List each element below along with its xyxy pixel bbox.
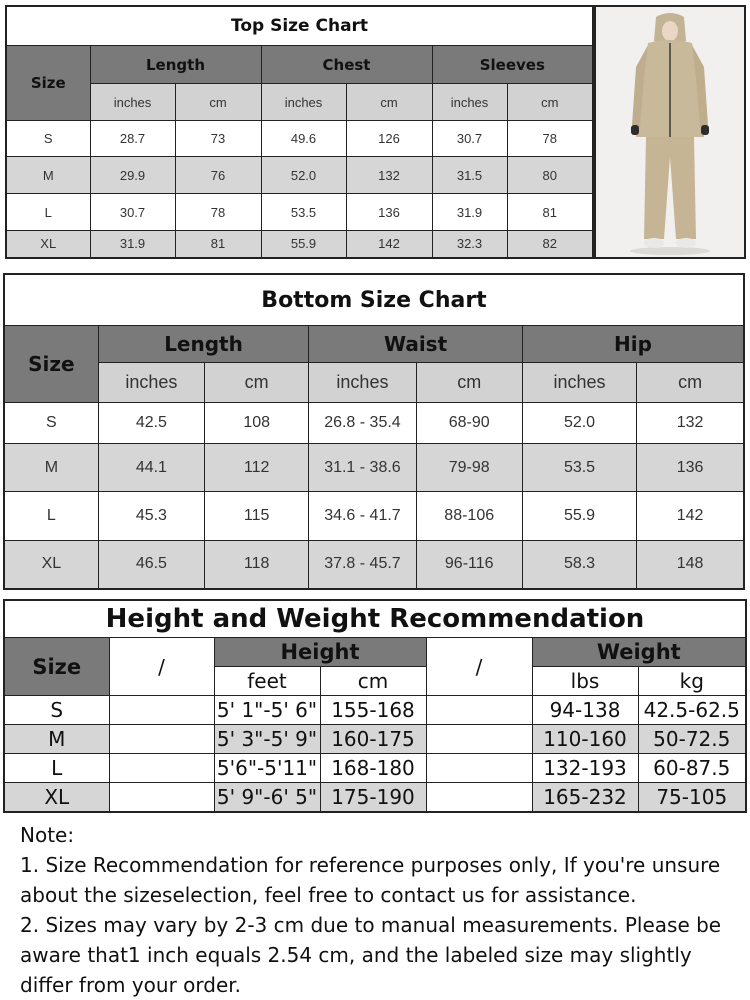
value-cell: 58.3 [522,541,636,589]
value-cell: 53.5 [261,194,346,231]
top-chest-header: Chest [261,46,432,84]
value-cell: 81 [507,194,593,231]
value-cell: 88-106 [416,492,522,541]
value-cell: 53.5 [522,444,636,492]
table-row [4,541,744,589]
table-row [6,157,593,194]
notes-heading: Note: [20,823,75,847]
note-item: 1. Size Recommendation for reference purposes only, If you're unsure about the sizeselection, feel free to contact us for assistance. [20,853,721,907]
bottom-unit: inches [522,363,636,403]
bottom-unit: cm [205,363,309,403]
empty-cell [109,725,214,754]
bottom-hip-header: Hip [522,326,744,363]
empty-cell [426,725,532,754]
cm-cell: 155-168 [320,696,426,725]
value-cell: 78 [507,121,593,157]
table-row [4,783,746,812]
kg-cell: 60-87.5 [638,754,746,783]
top-size-chart [5,5,594,259]
hw-unit: lbs [532,667,638,696]
top-unit: cm [346,84,432,121]
top-unit: cm [507,84,593,121]
hw-slash: / [109,638,214,696]
table-row [4,403,744,444]
bottom-chart-title: Bottom Size Chart [4,274,744,326]
hw-chart-title: Height and Weight Recommendation [4,600,746,638]
cm-cell: 175-190 [320,783,426,812]
value-cell: 45.3 [98,492,204,541]
value-cell: 52.0 [522,403,636,444]
top-unit: inches [432,84,507,121]
value-cell: 32.3 [432,231,507,258]
size-cell: M [4,725,109,754]
value-cell: 142 [637,492,744,541]
bottom-length-header: Length [98,326,309,363]
size-cell: L [6,194,90,231]
empty-cell [109,783,214,812]
empty-cell [426,696,532,725]
table-row [4,754,746,783]
hw-unit: cm [320,667,426,696]
size-cell: M [4,444,98,492]
value-cell: 132 [346,157,432,194]
feet-cell: 5'6"-5'11" [214,754,320,783]
empty-cell [109,754,214,783]
size-cell: XL [4,541,98,589]
value-cell: 37.8 - 45.7 [309,541,416,589]
value-cell: 118 [205,541,309,589]
empty-cell [426,783,532,812]
top-size-header: Size [6,46,90,121]
value-cell: 136 [637,444,744,492]
bottom-waist-header: Waist [309,326,523,363]
table-row [4,696,746,725]
size-cell: M [6,157,90,194]
value-cell: 148 [637,541,744,589]
value-cell: 31.9 [432,194,507,231]
value-cell: 30.7 [432,121,507,157]
top-unit: cm [175,84,261,121]
empty-cell [109,696,214,725]
feet-cell: 5' 9"-6' 5" [214,783,320,812]
model-photo-icon [596,7,744,257]
value-cell: 31.5 [432,157,507,194]
hw-weight-header: Weight [532,638,746,667]
cm-cell: 168-180 [320,754,426,783]
top-unit: inches [90,84,175,121]
value-cell: 52.0 [261,157,346,194]
table-row [4,492,744,541]
hw-size-header: Size [4,638,109,696]
value-cell: 82 [507,231,593,258]
value-cell: 136 [346,194,432,231]
value-cell: 96-116 [416,541,522,589]
bottom-size-header: Size [4,326,98,403]
lbs-cell: 94-138 [532,696,638,725]
cm-cell: 160-175 [320,725,426,754]
size-cell: S [4,403,98,444]
note-item: 2. Sizes may vary by 2-3 cm due to manual measurements. Please be aware that1 inch equals 2.54 cm, and the labeled size may slightly differ from your order. [20,913,722,997]
value-cell: 31.9 [90,231,175,258]
lbs-cell: 132-193 [532,754,638,783]
table-row [6,194,593,231]
top-sleeves-header: Sleeves [432,46,593,84]
feet-cell: 5' 1"-5' 6" [214,696,320,725]
value-cell: 55.9 [522,492,636,541]
value-cell: 126 [346,121,432,157]
size-cell: XL [6,231,90,258]
product-photo [594,5,746,259]
value-cell: 28.7 [90,121,175,157]
kg-cell: 50-72.5 [638,725,746,754]
value-cell: 46.5 [98,541,204,589]
value-cell: 80 [507,157,593,194]
value-cell: 31.1 - 38.6 [309,444,416,492]
top-length-header: Length [90,46,261,84]
size-cell: L [4,492,98,541]
value-cell: 76 [175,157,261,194]
table-row [6,231,593,258]
bottom-unit: cm [416,363,522,403]
hw-unit: feet [214,667,320,696]
kg-cell: 75-105 [638,783,746,812]
value-cell: 132 [637,403,744,444]
lbs-cell: 110-160 [532,725,638,754]
size-cell: XL [4,783,109,812]
top-unit: inches [261,84,346,121]
height-weight-chart [3,599,747,813]
lbs-cell: 165-232 [532,783,638,812]
value-cell: 142 [346,231,432,258]
size-cell: S [6,121,90,157]
empty-cell [426,754,532,783]
value-cell: 73 [175,121,261,157]
value-cell: 30.7 [90,194,175,231]
value-cell: 55.9 [261,231,346,258]
kg-cell: 42.5-62.5 [638,696,746,725]
value-cell: 42.5 [98,403,204,444]
feet-cell: 5' 3"-5' 9" [214,725,320,754]
bottom-size-chart [3,273,745,590]
value-cell: 108 [205,403,309,444]
bottom-unit: inches [309,363,416,403]
value-cell: 115 [205,492,309,541]
value-cell: 44.1 [98,444,204,492]
value-cell: 112 [205,444,309,492]
hw-unit: kg [638,667,746,696]
hw-slash: / [426,638,532,696]
bottom-unit: cm [637,363,744,403]
value-cell: 81 [175,231,261,258]
value-cell: 29.9 [90,157,175,194]
value-cell: 79-98 [416,444,522,492]
size-cell: S [4,696,109,725]
value-cell: 26.8 - 35.4 [309,403,416,444]
size-cell: L [4,754,109,783]
table-row [4,725,746,754]
top-chart-title: Top Size Chart [6,6,593,46]
hw-height-header: Height [214,638,426,667]
table-row [6,121,593,157]
value-cell: 68-90 [416,403,522,444]
value-cell: 34.6 - 41.7 [309,492,416,541]
notes-section [20,820,735,1000]
value-cell: 49.6 [261,121,346,157]
table-row [4,444,744,492]
value-cell: 78 [175,194,261,231]
bottom-unit: inches [98,363,204,403]
